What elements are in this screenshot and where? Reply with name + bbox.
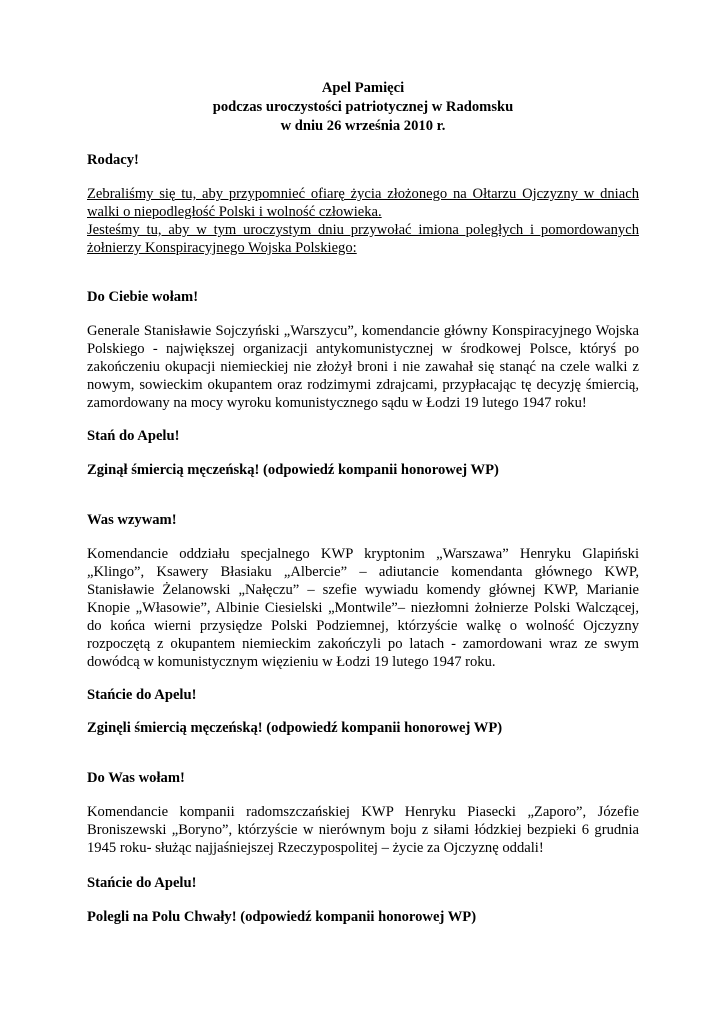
section3-summons: Stańcie do Apelu! [87, 875, 197, 891]
intro-line: żołnierzy Konspiracyjnego Wojska Polskiego: [87, 240, 357, 256]
title-line-3: w dniu 26 września 2010 r. [280, 118, 446, 134]
greeting: Rodacy! [87, 152, 139, 168]
section2-summons: Stańcie do Apelu! [87, 687, 197, 703]
intro-line: Jesteśmy tu, aby w tym uroczystym dniu przywołać imiona poległych i pomordowanych [87, 222, 639, 238]
section1-response: Zginął śmiercią męczeńską! (odpowiedź kompanii honorowej WP) [87, 462, 499, 478]
section3-text-line: Broniszewski „Boryno”, którzyście w nierównym boju z siłami łódzkiej bezpieki 6 grudnia [87, 822, 639, 838]
section3-response: Polegli na Polu Chwały! (odpowiedź kompanii honorowej WP) [87, 909, 477, 925]
title-line-2: podczas uroczystości patriotycznej w Radomsku [212, 99, 514, 115]
document-page [87, 0, 639, 1024]
title-line-1: Apel Pamięci [321, 80, 405, 96]
section2-text-line: „Klingo”, Ksawery Błasiaku „Albercie” – adiutancie komendanta głównego KWP, [87, 564, 639, 580]
section2-response: Zginęli śmiercią męczeńską! (odpowiedź kompanii honorowej WP) [87, 720, 503, 736]
section1-summons: Stań do Apelu! [87, 428, 180, 444]
section1-text-line: zamordowany na mocy wyroku komunistycznego sądu w Łodzi 19 lutego 1947 roku! [87, 395, 587, 411]
section2-text-line: Komendancie oddziału specjalnego KWP kryptonim „Warszawa” Henryku Glapiński [87, 546, 639, 562]
section1-call: Do Ciebie wołam! [87, 289, 199, 305]
section1-text-line: Polskiego - największej organizacji antykomunistycznej w środkowej Polsce, któryś po [87, 341, 639, 357]
section1-text-line: nowym, sowieckim okupantem oraz rodzimymi zdrajcami, przypłacając tę decyzję śmiercią, [87, 377, 639, 393]
section1-text-line: Generale Stanisławie Sojczyński „Warszycu”, komendancie główny Konspiracyjnego Wojska [87, 323, 639, 339]
section1-text-line: zakończeniu okupacji niemieckiej nie złożył broni i nie zawahał się stanąć na czele walki z [87, 359, 639, 375]
intro-line: walki o niepodległość Polski i wolność człowieka. [87, 204, 382, 220]
section2-text-line: dowódcą w komunistycznym więzieniu w Łodzi 19 lutego 1947 roku. [87, 654, 496, 670]
section2-call: Was wzywam! [87, 512, 177, 528]
section3-call: Do Was wołam! [87, 770, 185, 786]
section2-text-line: rozpoczętą z okupantem niemieckim zakończyli po latach - zamordowani wraz ze swym [87, 636, 639, 652]
section2-text-line: Stanisławie Żelanowski „Nałęczu” – szefie wywiadu komendy głównej KWP, Marianie [87, 582, 639, 598]
intro-line: Zebraliśmy się tu, aby przypomnieć ofiarę życia złożonego na Ołtarzu Ojczyzny w dniach [87, 186, 639, 202]
section3-text-line: 1945 roku- służąc najjaśniejszej Rzeczypospolitej – życie za Ojczyznę oddali! [87, 840, 544, 856]
section2-text-line: Knopie „Własowie”, Albinie Ciesielski „Montwile”– niezłomni żołnierze Polski Walczącej, [87, 600, 639, 616]
section2-text-line: do końca wierni przysiędze Polski Podziemnej, którzyście walkę o wolność Ojczyzny [87, 618, 639, 634]
section3-text-line: Komendancie kompanii radomszczańskiej KWP Henryku Piasecki „Zaporo”, Józefie [87, 804, 639, 820]
